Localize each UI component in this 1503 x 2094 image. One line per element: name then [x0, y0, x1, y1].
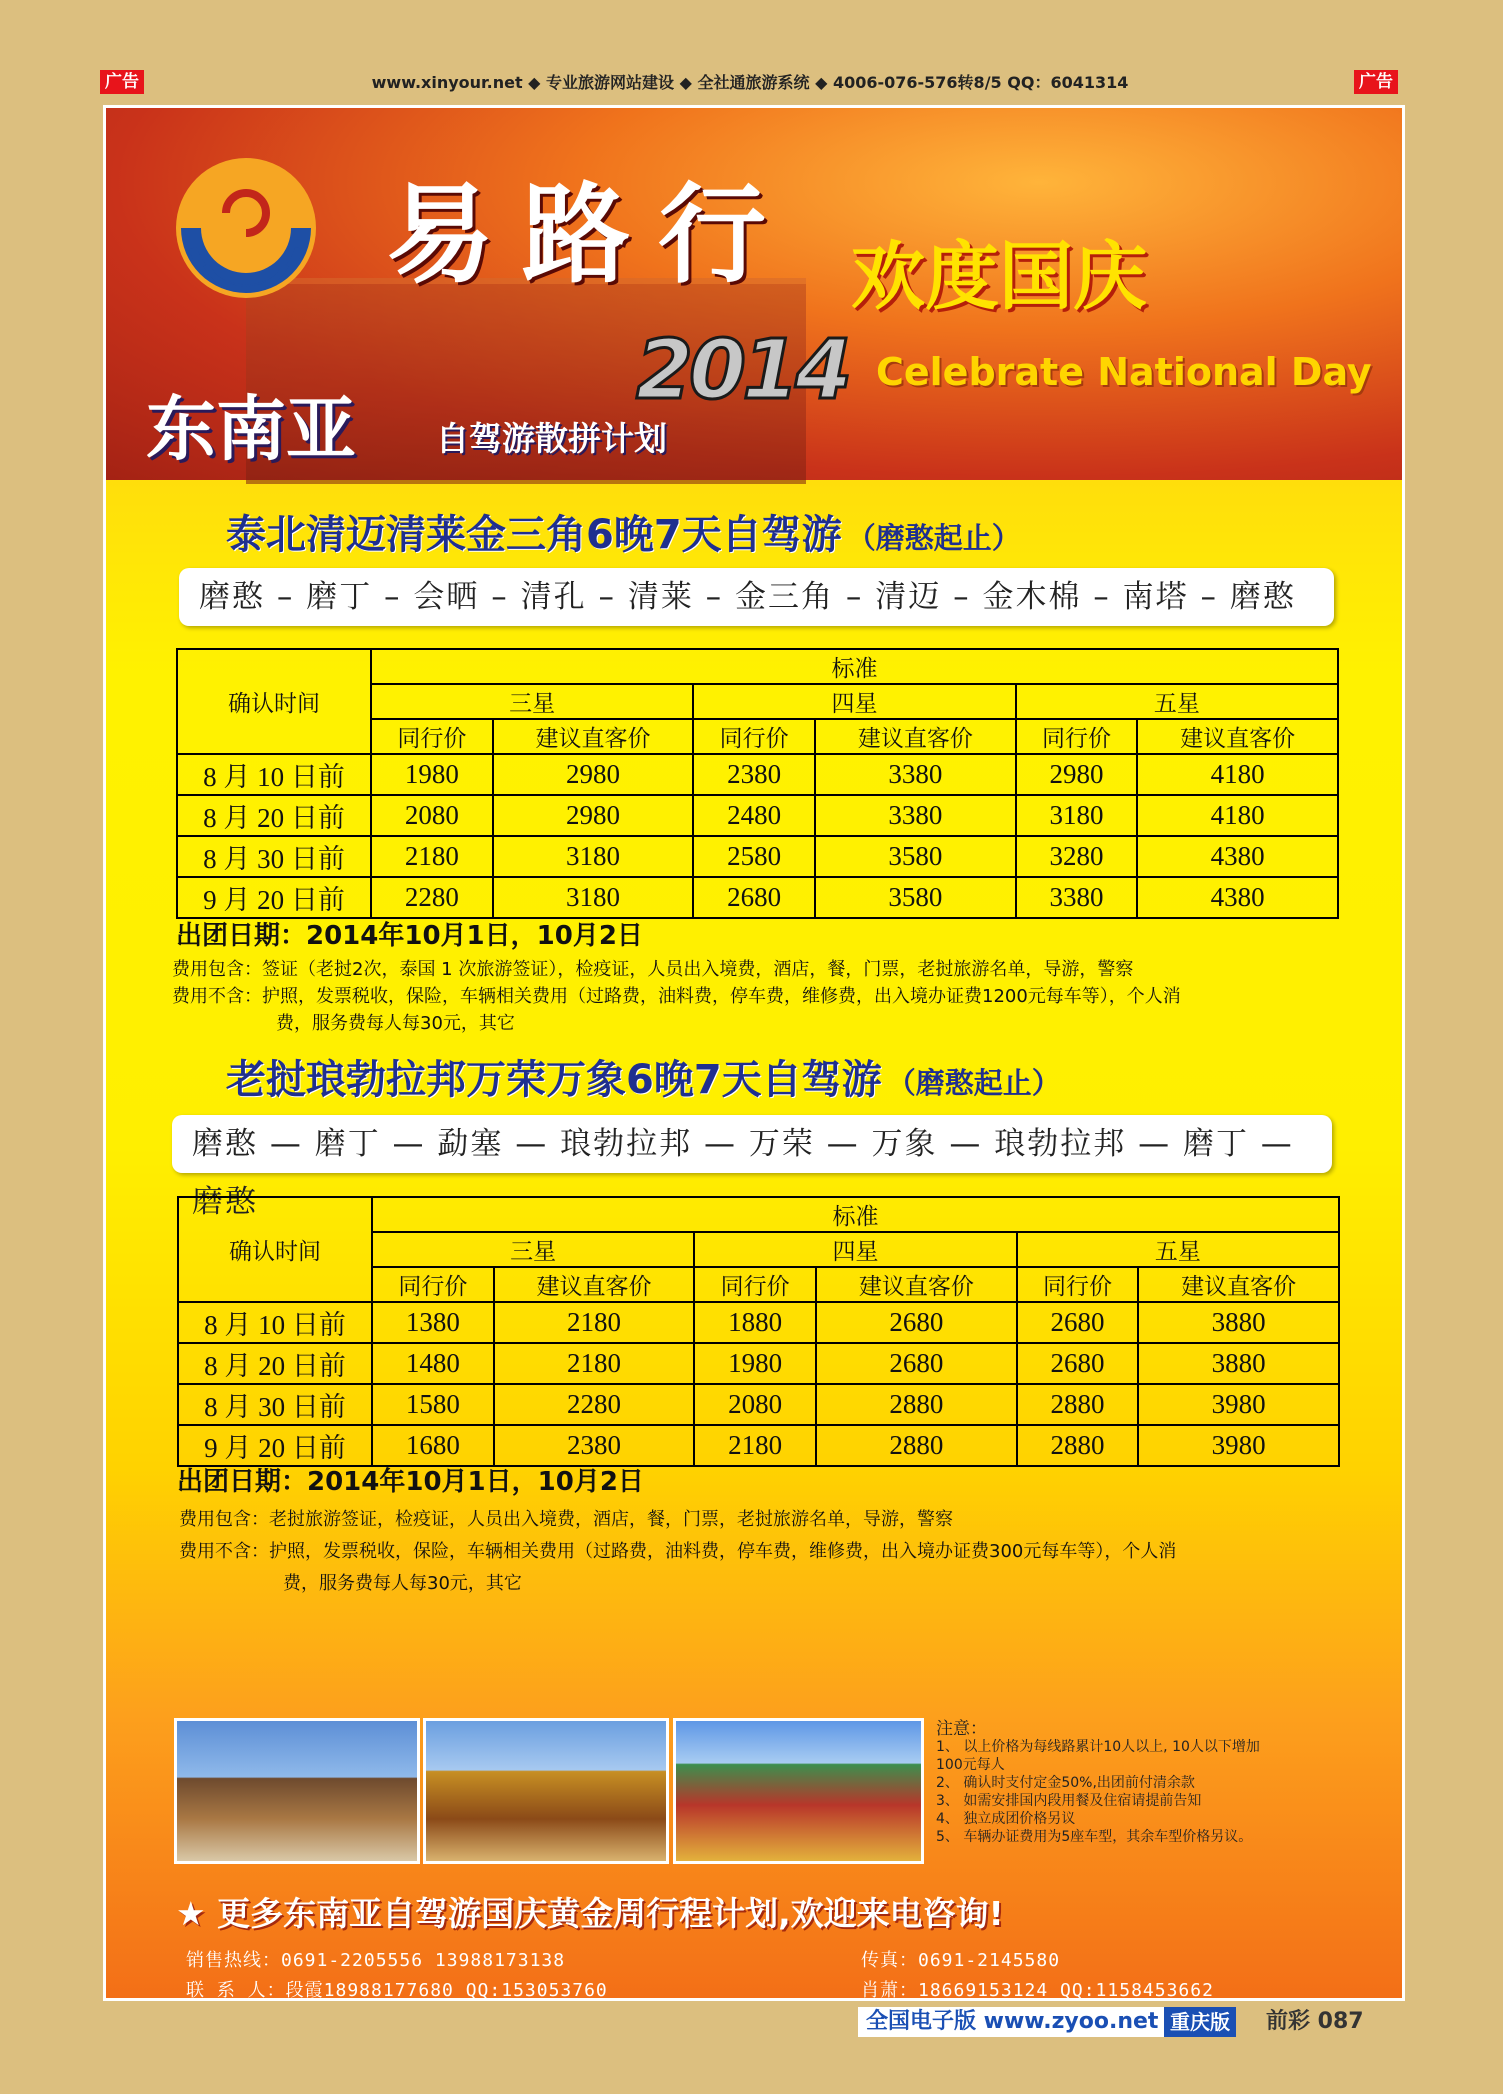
row-date: 8 月 20 日前: [178, 1343, 372, 1384]
notes-panel: [936, 1720, 1376, 1846]
confirm-time-header: 确认时间: [178, 1197, 372, 1302]
price-cell: 2680: [816, 1302, 1017, 1343]
route2-price-table: [177, 1196, 1340, 1467]
price-cell: 2280: [371, 877, 493, 918]
table-row: [177, 877, 1338, 918]
price-cell: 2180: [494, 1343, 695, 1384]
price-cell: 3380: [815, 795, 1016, 836]
price-cell: 2680: [693, 877, 815, 918]
price-cell: 2880: [1017, 1384, 1139, 1425]
table-row: [178, 1343, 1339, 1384]
price-cell: 4180: [1137, 795, 1338, 836]
contact-line: 传真：0691-2145580: [861, 1950, 1061, 1971]
globe-logo-icon: [171, 153, 321, 303]
row-date: 8 月 30 日前: [177, 836, 371, 877]
price-cell: 3180: [1016, 795, 1138, 836]
confirm-time-header: 确认时间: [177, 649, 371, 754]
price-cell: 2080: [371, 795, 493, 836]
price-cell: 4380: [1137, 877, 1338, 918]
price-cell: 2380: [693, 754, 815, 795]
tier-five-star: 五星: [1016, 684, 1338, 719]
price-cell: 2880: [816, 1384, 1017, 1425]
route1-departure: 出团日期：2014年10月1日，10月2日: [176, 921, 643, 951]
price-cell: 3980: [1138, 1425, 1339, 1466]
price-cell: 3380: [815, 754, 1016, 795]
table-row: [177, 795, 1338, 836]
col-trade-price: 同行价: [371, 719, 493, 754]
region-title: 东南亚: [146, 388, 356, 470]
row-date: 8 月 10 日前: [178, 1302, 372, 1343]
price-cell: 3980: [1138, 1384, 1339, 1425]
fee-excluded-cont: 费，服务费每人每30元，其它: [283, 1573, 522, 1594]
price-cell: 3180: [493, 877, 694, 918]
route1-title: 泰北清迈清莱金三角6晚7天自驾游: [226, 512, 842, 558]
tier-four-star: 四星: [694, 1232, 1016, 1267]
price-cell: 2980: [493, 754, 694, 795]
price-cell: 3280: [1016, 836, 1138, 877]
price-cell: 3580: [815, 877, 1016, 918]
price-cell: 1980: [694, 1343, 816, 1384]
route2-title: 老挝琅勃拉邦万荣万象6晚7天自驾游: [226, 1057, 882, 1103]
route1-path: 磨憨 – 磨丁 – 会晒 – 清孔 – 清莱 – 金三角 – 清迈 – 金木棉 – 南塔 – 磨憨: [179, 568, 1334, 626]
row-date: 8 月 10 日前: [177, 754, 371, 795]
col-retail-price: 建议直客价: [815, 719, 1016, 754]
price-cell: 2180: [694, 1425, 816, 1466]
route1-heading: [226, 503, 1021, 560]
price-cell: 2580: [693, 836, 815, 877]
tier-four-star: 四星: [693, 684, 1015, 719]
row-date: 9 月 20 日前: [178, 1425, 372, 1466]
route1-price-table: [176, 648, 1339, 919]
col-trade-price: 同行价: [693, 719, 815, 754]
row-date: 9 月 20 日前: [177, 877, 371, 918]
price-cell: 2880: [816, 1425, 1017, 1466]
price-cell: 2680: [1017, 1343, 1139, 1384]
col-trade-price: 同行价: [372, 1267, 494, 1302]
route2-heading: [226, 1048, 1061, 1105]
table-row: [178, 1425, 1339, 1466]
note-item: 4、 独立成团价格另议: [936, 1811, 1076, 1827]
call-to-action: ★ 更多东南亚自驾游国庆黄金周行程计划,欢迎来电咨询!: [176, 1894, 1004, 1933]
year-2014: 2014: [636, 323, 849, 418]
price-cell: 3880: [1138, 1302, 1339, 1343]
price-cell: 3880: [1138, 1343, 1339, 1384]
col-trade-price: 同行价: [1016, 719, 1138, 754]
price-cell: 2980: [1016, 754, 1138, 795]
route1-note: （磨憨起止）: [846, 521, 1021, 555]
top-info-line: www.xinyour.net ◆ 专业旅游网站建设 ◆ 全社通旅游系统 ◆ 4006-076-576转8/5 QQ：6041314: [371, 73, 1129, 92]
temple-photo-2: [423, 1718, 669, 1864]
col-retail-price: 建议直客价: [1137, 719, 1338, 754]
price-cell: 2080: [694, 1384, 816, 1425]
price-cell: 1480: [372, 1343, 494, 1384]
row-date: 8 月 30 日前: [178, 1384, 372, 1425]
price-cell: 3180: [493, 836, 694, 877]
col-retail-price: 建议直客价: [816, 1267, 1017, 1302]
table-row: [178, 1302, 1339, 1343]
temple-photo-1: [174, 1718, 420, 1864]
fee-excluded-cont: 费，服务费每人每30元，其它: [276, 1013, 515, 1034]
note-item: 3、 如需安排国内段用餐及住宿请提前告知: [936, 1793, 1202, 1809]
price-cell: 2280: [494, 1384, 695, 1425]
fee-excluded: 费用不含：护照，发票税收，保险，车辆相关费用（过路费，油料费，停车费，维修费，出入境办证费1200元每车等），个人消: [172, 986, 1181, 1007]
price-cell: 2880: [1017, 1425, 1139, 1466]
price-cell: 2480: [693, 795, 815, 836]
tier-five-star: 五星: [1017, 1232, 1339, 1267]
table-row: [177, 836, 1338, 877]
temple-photo-3: [673, 1718, 924, 1864]
table-row: [178, 1384, 1339, 1425]
route2-path: 磨憨 — 磨丁 — 勐塞 — 琅勃拉邦 — 万荣 — 万象 — 琅勃拉邦 — 磨丁 — 磨憨: [172, 1115, 1332, 1173]
col-retail-price: 建议直客价: [1138, 1267, 1339, 1302]
route2-departure: 出团日期：2014年10月1日，10月2日: [177, 1467, 644, 1497]
note-item: 5、 车辆办证费用为5座车型，其余车型价格另议。: [936, 1829, 1253, 1845]
table-row: [177, 754, 1338, 795]
price-cell: 1380: [372, 1302, 494, 1343]
price-cell: 3380: [1016, 877, 1138, 918]
fee-included: 费用包含：老挝旅游签证，检疫证，人员出入境费，酒店，餐，门票，老挝旅游名单，导游，警察: [179, 1509, 953, 1530]
note-item: 100元每人: [936, 1757, 1005, 1773]
notes-title: 注意：: [936, 1719, 987, 1739]
tier-three-star: 三星: [372, 1232, 694, 1267]
price-cell: 2980: [493, 795, 694, 836]
plan-subtitle: 自驾游散拼计划: [436, 419, 667, 458]
festival-title: 欢度国庆: [851, 234, 1147, 320]
route1-fees: [172, 956, 1372, 1037]
tier-three-star: 三星: [371, 684, 693, 719]
brand-name: 易路行: [386, 172, 795, 298]
advert-frame: [103, 105, 1405, 2001]
contacts-left: [186, 1946, 732, 2001]
price-cell: 2680: [816, 1343, 1017, 1384]
ad-label-right: 广告: [1354, 70, 1398, 94]
footer-edition: 重庆版: [1164, 2007, 1236, 2037]
price-cell: 1880: [694, 1302, 816, 1343]
fee-included: 费用包含：签证（老挝2次，泰国 1 次旅游签证），检疫证，人员出入境费，酒店，餐，门票，老挝旅游名单，导游，警察: [172, 959, 1134, 980]
col-trade-price: 同行价: [1017, 1267, 1139, 1302]
standard-header: 标准: [372, 1197, 1339, 1232]
price-cell: 1980: [371, 754, 493, 795]
page-number: 前彩 087: [1266, 2009, 1364, 2034]
price-cell: 2180: [494, 1302, 695, 1343]
price-cell: 1680: [372, 1425, 494, 1466]
fee-excluded: 费用不含：护照，发票税收，保险，车辆相关费用（过路费，油料费，停车费，维修费，出入境办证费300元每车等），个人消: [179, 1541, 1177, 1562]
route2-note: （磨憨起止）: [886, 1066, 1061, 1100]
contact-line: 销售热线：0691-2205556 13988173138: [186, 1950, 566, 1971]
ad-label-left: 广告: [100, 70, 144, 94]
col-trade-price: 同行价: [694, 1267, 816, 1302]
price-cell: 1580: [372, 1384, 494, 1425]
price-cell: 2680: [1017, 1302, 1139, 1343]
contact-line: 肖萧：18669153124 QQ:1158453662: [861, 1980, 1214, 2001]
contacts-right: [861, 1946, 1214, 2001]
price-cell: 4380: [1137, 836, 1338, 877]
note-item: 2、 确认时支付定金50%,出团前付清余款: [936, 1775, 1195, 1791]
price-cell: 4180: [1137, 754, 1338, 795]
col-retail-price: 建议直客价: [493, 719, 694, 754]
price-cell: 2380: [494, 1425, 695, 1466]
price-cell: 2180: [371, 836, 493, 877]
price-cell: 3580: [815, 836, 1016, 877]
route2-fees: [179, 1504, 1379, 1600]
note-item: 1、 以上价格为每线路累计10人以上, 10人以下增加: [936, 1739, 1260, 1755]
col-retail-price: 建议直客价: [494, 1267, 695, 1302]
footer-site-label: 全国电子版 www.zyoo.net: [858, 2007, 1166, 2037]
celebrate-text: Celebrate National Day: [876, 350, 1372, 394]
contact-line: 联 系 人：段霞18988177680 QQ:153053760: [186, 1980, 608, 2001]
standard-header: 标准: [371, 649, 1338, 684]
row-date: 8 月 20 日前: [177, 795, 371, 836]
